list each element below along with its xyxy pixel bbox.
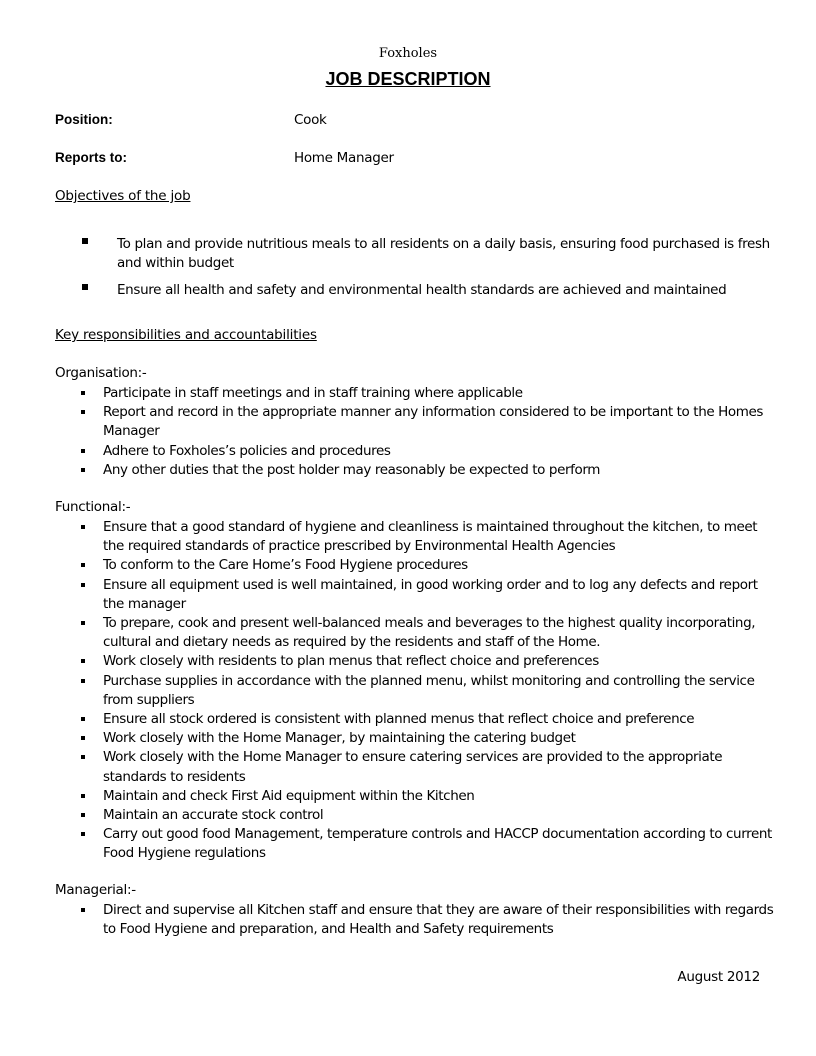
bullet-icon [81,468,85,472]
list-item [78,576,778,614]
bullet-icon [81,563,85,567]
responsibility-text: Carry out good food Management, temperature controls and HACCP documentation according to current Food Hygiene regulations [103,826,772,862]
bullet-icon [81,391,85,395]
organisation-list [78,384,778,480]
responsibility-text: Any other duties that the post holder may reasonably be expected to perform [103,461,600,478]
list-item [78,518,778,556]
list-item [78,787,778,806]
list-item [78,825,778,863]
responsibility-text: Adhere to Foxholes’s policies and procedures [103,442,391,459]
responsibility-text: Direct and supervise all Kitchen staff and ensure that they are aware of their responsibilities with regards to Food Hygiene and preparation, and Health and Safety requirements [103,902,774,938]
bullet-icon [82,284,88,290]
responsibility-text: Ensure all stock ordered is consistent with planned menus that reflect choice and preference [103,711,695,728]
responsibility-text: Work closely with the Home Manager, by maintaining the catering budget [103,730,576,747]
responsibility-text: Ensure all equipment used is well maintained, in good working order and to log any defects and report the manager [103,576,758,612]
position-label: Position: [55,112,113,127]
responsibility-text: Ensure that a good standard of hygiene and cleanliness is maintained throughout the kitchen, to meet the required standards of practice prescribed by Environmental Health Agencies [103,519,758,555]
managerial-list [78,901,778,939]
list-item [78,710,778,729]
footer-date: August 2012 [677,969,760,985]
bullet-icon [81,832,85,836]
managerial-section-label: Managerial:- [55,882,136,898]
organisation-section-label: Organisation:- [55,365,147,381]
responsibility-text: Purchase supplies in accordance with the planned menu, whilst monitoring and controlling the service from suppliers [103,672,755,708]
responsibilities-heading: Key responsibilities and accountabilities [55,327,317,343]
organisation-name: Foxholes [378,46,438,61]
bullet-icon [81,525,85,529]
list-item [78,806,778,825]
page-title: JOB DESCRIPTION [325,69,491,89]
responsibility-text: Maintain an accurate stock control [103,807,324,824]
bullet-icon [82,238,88,244]
responsibility-text: Report and record in the appropriate manner any information considered to be important to the Homes Manager [103,404,764,440]
list-item [78,442,778,461]
bullet-icon [81,717,85,721]
bullet-icon [81,659,85,663]
bullet-icon [81,794,85,798]
list-item [78,403,778,441]
objectives-heading: Objectives of the job [55,188,191,204]
responsibility-text: To prepare, cook and present well-balanced meals and beverages to the highest quality incorporating, cultural and dietary needs as required by the residents and staff of the Home. [103,615,756,651]
position-value: Cook [294,112,327,128]
objective-text: Ensure all health and safety and environmental health standards are achieved and maintained [117,282,727,298]
bullet-icon [81,755,85,759]
bullet-icon [81,908,85,912]
bullet-icon [81,583,85,587]
objectives-list [55,235,775,308]
list-item [78,748,778,786]
list-item [78,729,778,748]
bullet-icon [81,736,85,740]
responsibility-text: Maintain and check First Aid equipment within the Kitchen [103,787,475,804]
responsibility-text: Participate in staff meetings and in staff training where applicable [103,385,523,401]
functional-list [78,518,778,864]
responsibility-text: Work closely with the Home Manager to ensure catering services are provided to the appropriate standards to residents [103,749,723,785]
list-item [55,281,775,300]
list-item [55,235,775,273]
list-item [78,672,778,710]
responsibility-text: Work closely with residents to plan menus that reflect choice and preferences [103,653,599,670]
reports-to-value: Home Manager [294,150,394,166]
responsibility-text: To conform to the Care Home’s Food Hygiene procedures [103,557,468,574]
list-item [78,901,778,939]
list-item [78,384,778,403]
bullet-icon [81,813,85,817]
functional-section-label: Functional:- [55,499,131,515]
list-item [78,556,778,575]
bullet-icon [81,410,85,414]
list-item [78,614,778,652]
bullet-icon [81,621,85,625]
bullet-icon [81,449,85,453]
reports-to-label: Reports to: [55,150,127,165]
objective-text: To plan and provide nutritious meals to all residents on a daily basis, ensuring food purchased is fresh and within budget [117,236,770,271]
bullet-icon [81,679,85,683]
list-item [78,652,778,671]
list-item [78,461,778,480]
